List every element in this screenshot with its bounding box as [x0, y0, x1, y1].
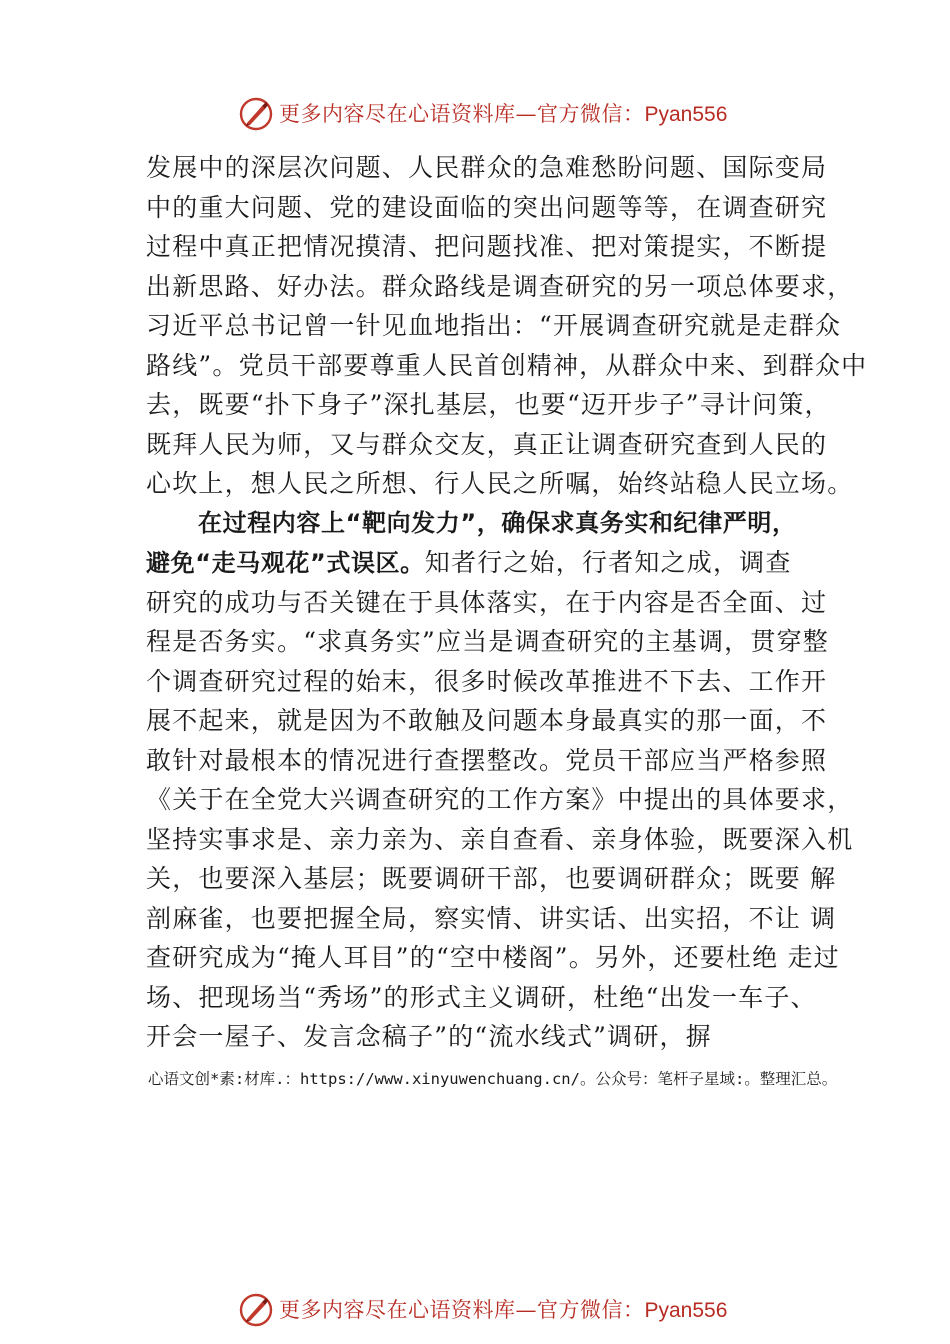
text-line: 场、把现场当“秀场”的形式主义调研，杜绝“出发一车子、 — [146, 982, 817, 1012]
banner-wechat-id: Pyan556 — [644, 103, 728, 126]
text-line: 程是否务实。“求真务实”应当是调查研究的主基调，贯穿整 — [146, 627, 829, 656]
source-note: 心语文创*素:材库.：https://www.xinyuwenchuang.cn/。公众号：笔杆子星域:。整理汇总。 — [148, 1070, 838, 1088]
banner-text — [279, 100, 727, 129]
banner-dash: — — [515, 102, 537, 126]
section-heading-end: 避免“走马观花”式误区。 — [146, 549, 425, 577]
text-line: 心坎上，想人民之所想、行人民之所嘱，始终站稳人民立场。 — [146, 469, 854, 498]
pen-logo-icon — [238, 1292, 274, 1328]
text-line: 坚持实事求是、亲力亲为、亲自查看、亲身体验，既要深入机 — [146, 824, 854, 854]
text-line: 《关于在全党大兴调查研究的工作方案》中提出的具体要求， — [146, 785, 854, 814]
pen-logo-icon — [238, 96, 274, 132]
text-line: 出新思路、好办法。群众路线是调查研究的另一项总体要求， — [146, 271, 854, 301]
text-line: 研究的成功与否关键在于具体落实，在于内容是否全面、过 — [146, 587, 828, 617]
banner-wechat-label: 官方微信： — [537, 1298, 645, 1322]
banner-title: 更多内容尽在心语资料库 — [279, 102, 516, 126]
section-heading: 在过程内容上“靶向发力”，确保求真务实和纪律严明， — [198, 508, 797, 537]
text-line: 路线”。党员干部要尊重人民首创精神，从群众中来、到群众中 — [146, 350, 868, 380]
text-line: 发展中的深层次问题、人民群众的急难愁盼问题、国际变局 — [146, 153, 828, 182]
text-line: 查研究成为“掩人耳目”的“空中楼阁”。另外，还要杜绝 走过 — [146, 943, 840, 972]
text-line-start: 知者行之始，行者知之成，调查 — [424, 548, 792, 577]
banner-wechat-id: Pyan556 — [644, 1299, 728, 1322]
text-line: 过程中真正把情况摸清、把问题找准、把对策提实，不断提 — [146, 232, 828, 261]
document-body — [146, 148, 868, 1057]
text-line: 习近平总书记曾一针见血地指出：“开展调查研究就是走群众 — [146, 311, 842, 340]
text-line: 敢针对最根本的情况进行查摆整改。党员干部应当严格参照 — [146, 745, 828, 775]
text-line: 剖麻雀，也要把握全局，察实情、讲实话、出实招，不让 调 — [146, 903, 837, 933]
text-line: 开会一屋子、发言念稿子”的“流水线式”调研，摒 — [146, 1022, 712, 1051]
heading-continuation-line — [146, 543, 846, 583]
footer-banner — [0, 1288, 950, 1332]
text-line: 关，也要深入基层；既要调研干部，也要调研群众；既要 解 — [146, 864, 837, 893]
text-line: 个调查研究过程的始末，很多时候改革推进不下去、工作开 — [146, 666, 828, 696]
banner-dash: — — [515, 1298, 537, 1322]
banner-wechat-label: 官方微信： — [537, 102, 645, 126]
banner-title: 更多内容尽在心语资料库 — [279, 1298, 516, 1322]
banner-text — [279, 1296, 727, 1325]
header-banner — [0, 92, 950, 136]
text-line: 去，既要“扑下身子”深扎基层，也要“迈开步子”寻计问策， — [146, 390, 831, 419]
text-line: 展不起来，就是因为不敢触及问题本身最真实的那一面，不 — [146, 706, 828, 735]
text-line: 既拜人民为师，又与群众交友，真正让调查研究查到人民的 — [146, 429, 828, 459]
text-line: 中的重大问题、党的建设面临的突出问题等等，在调查研究 — [146, 192, 828, 222]
